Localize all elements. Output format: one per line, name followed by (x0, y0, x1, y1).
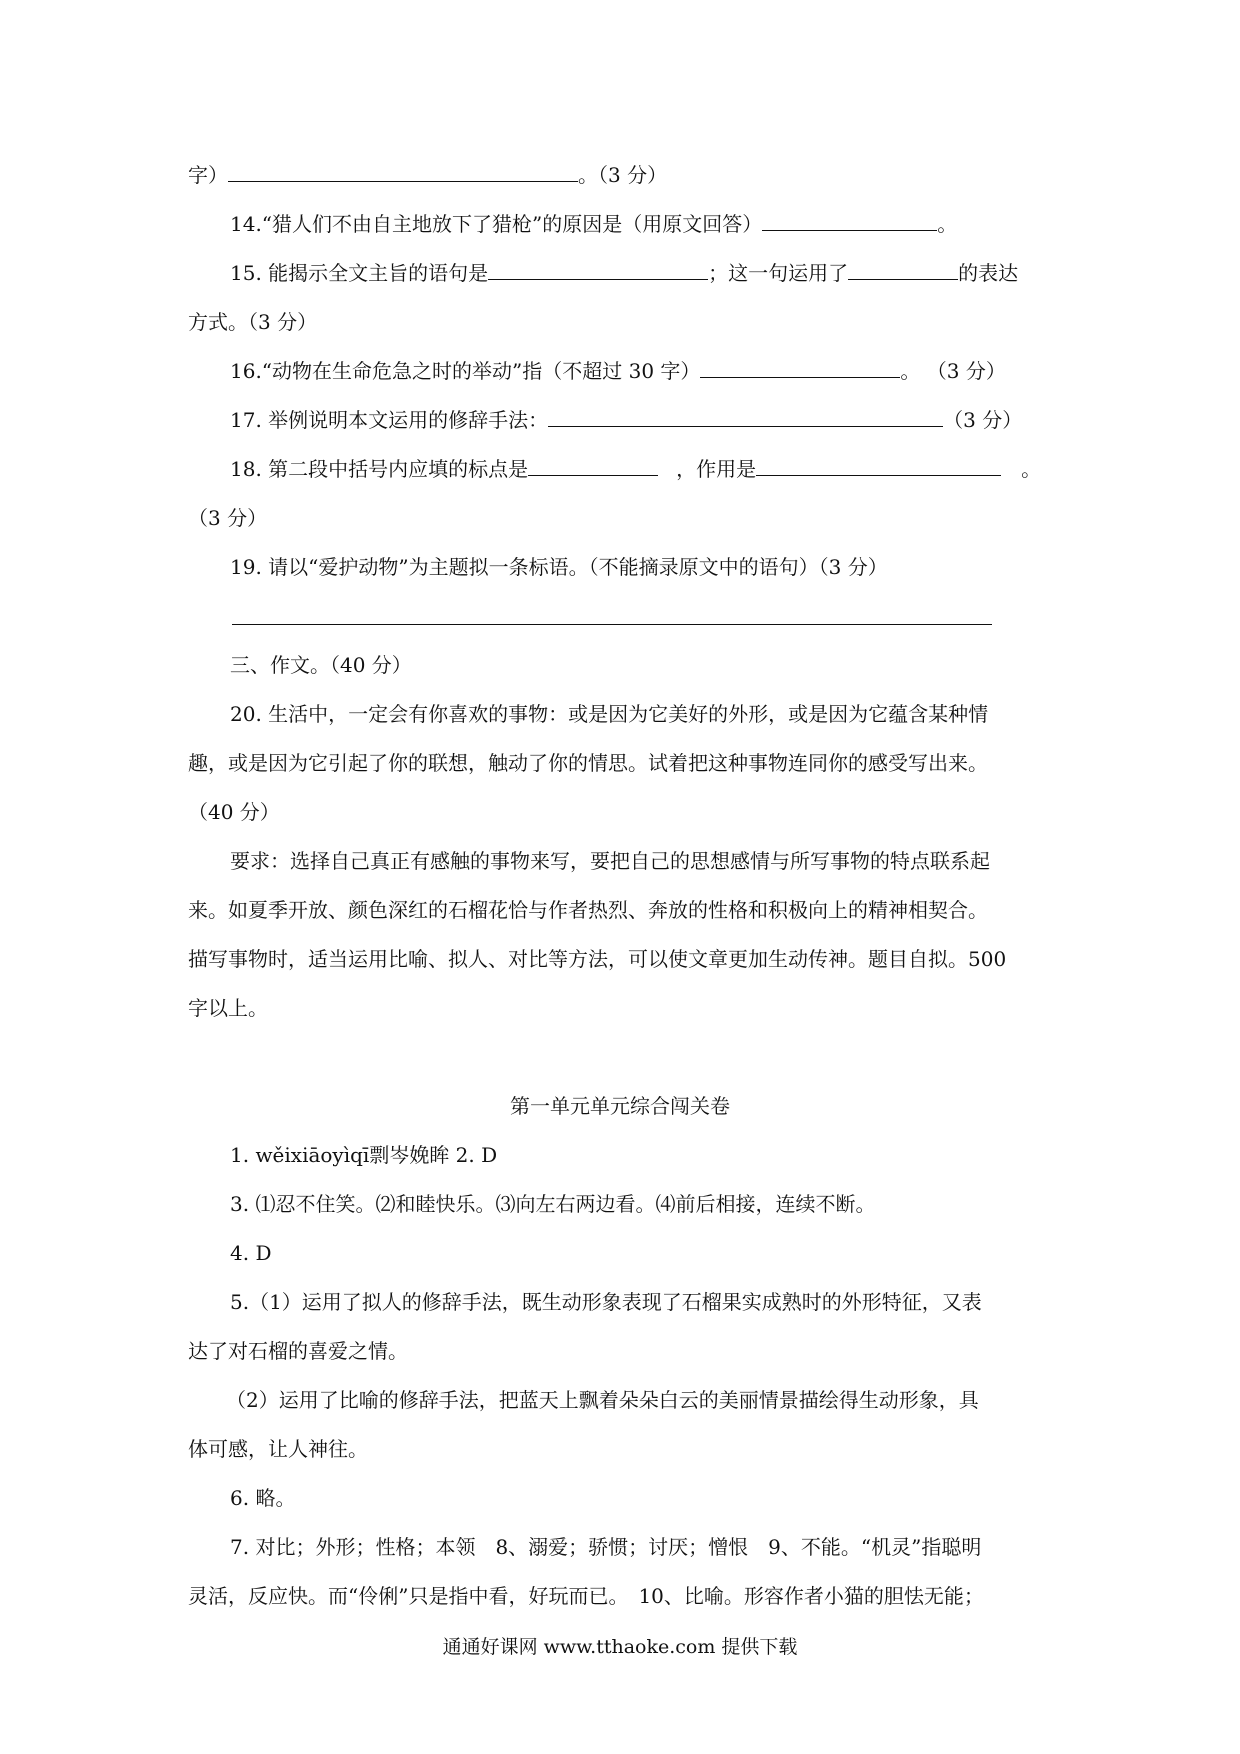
answer-3: 3. ⑴忍不住笑。⑵和睦快乐。⑶向左右两边看。⑷前后相接，连续不断。 (230, 1192, 876, 1216)
q20-line-1: 20. 生活中，一定会有你喜欢的事物：或是因为它美好的外形，或是因为它蕴含某种情 (230, 702, 989, 726)
q18-text-d: （3 分） (188, 506, 268, 530)
q17-blank[interactable] (548, 406, 943, 427)
q20-line-3: （40 分） (188, 800, 280, 824)
q14-end: 。 (937, 212, 958, 236)
answer-5-line-3: （2）运用了比喻的修辞手法，把蓝天上飘着朵朵白云的美丽情景描绘得生动形象，具 (226, 1388, 979, 1412)
q16-end: 。 （3 分） (900, 359, 1006, 383)
requirement-line-4: 字以上。 (188, 996, 268, 1020)
q16-line (230, 357, 1058, 385)
q13-tail: 字） (188, 163, 228, 187)
q14-text: 14.“猎人们不由自主地放下了猎枪”的原因是（用原文回答） (230, 212, 763, 236)
q19-answer-line[interactable] (232, 624, 992, 625)
q15-line-2 (188, 308, 1058, 336)
q18-line-2 (188, 504, 1058, 532)
q17-line (230, 406, 1058, 434)
q15-text-c: 的表达 (958, 261, 1019, 285)
answer-4: 4. D (230, 1241, 272, 1265)
requirement-line-2: 来。如夏季开放、颜色深红的石榴花恰与作者热烈、奔放的性格和积极向上的精神相契合。 (188, 898, 988, 922)
q15-text-a: 15. 能揭示全文主旨的语句是 (230, 261, 489, 285)
q17-end: （3 分） (943, 408, 1023, 432)
q16-blank[interactable] (700, 357, 900, 378)
q13-line (188, 161, 1058, 189)
q15-blank-2[interactable] (848, 259, 958, 280)
q15-text-d: 方式。（3 分） (188, 310, 318, 334)
q15-text-b: ；这一句运用了 (708, 261, 849, 285)
q14-blank[interactable] (762, 210, 937, 231)
answer-6: 6. 略。 (230, 1486, 296, 1510)
q17-text: 17. 举例说明本文运用的修辞手法： (230, 408, 549, 432)
answer-5-line-4: 体可感，让人神往。 (188, 1437, 368, 1461)
q18-blank-2[interactable] (756, 455, 1001, 476)
answer-7-line-1: 7. 对比；外形；性格；本领 8、溺爱；骄惯；讨厌；憎恨 9、不能。“机灵”指聪明 (230, 1535, 982, 1559)
q20-line-2: 趣，或是因为它引起了你的联想，触动了你的情思。试着把这种事物连同你的感受写出来。 (188, 751, 988, 775)
q16-text: 16.“动物在生命危急之时的举动”指（不超过 30 字） (230, 359, 701, 383)
q18-text-b: ，作用是 (676, 457, 757, 481)
q13-end: 。（3 分） (578, 163, 668, 187)
q18-blank-1[interactable] (528, 455, 658, 476)
q18-text-a: 18. 第二段中括号内应填的标点是 (230, 457, 529, 481)
composition-heading: 三、作文。（40 分） (230, 653, 412, 677)
q18-line (230, 455, 1058, 483)
q15-line (230, 259, 1058, 287)
answer-5-line-2: 达了对石榴的喜爱之情。 (188, 1339, 408, 1363)
requirement-line-1: 要求：选择自己真正有感触的事物来写，要把自己的思想感情与所写事物的特点联系起 (230, 849, 990, 873)
q19-text: 19. 请以“爱护动物”为主题拟一条标语。（不能摘录原文中的语句）（3 分） (230, 555, 888, 579)
answer-1: 1. wěixiāoyìqī剽岑娩眸 2. D (230, 1143, 498, 1167)
page-footer: 通通好课网 www.tthaoke.com 提供下载 (442, 1636, 798, 1658)
requirement-line-3: 描写事物时，适当运用比喻、拟人、对比等方法，可以使文章更加生动传神。题目自拟。500 (188, 947, 1007, 971)
answer-key-title: 第一单元单元综合闯关卷 (510, 1094, 730, 1118)
answer-7-line-2: 灵活，反应快。而“伶俐”只是指中看，好玩而已。 10、比喻。形容作者小猫的胆怯无能； (188, 1584, 984, 1608)
q15-blank-1[interactable] (488, 259, 708, 280)
q18-text-c: 。 (1021, 457, 1042, 481)
answer-5-line-1: 5.（1）运用了拟人的修辞手法，既生动形象表现了石榴果实成熟时的外形特征，又表 (230, 1290, 982, 1314)
q13-blank[interactable] (228, 161, 578, 182)
q14-line (230, 210, 1058, 238)
q19-line (230, 553, 1058, 581)
